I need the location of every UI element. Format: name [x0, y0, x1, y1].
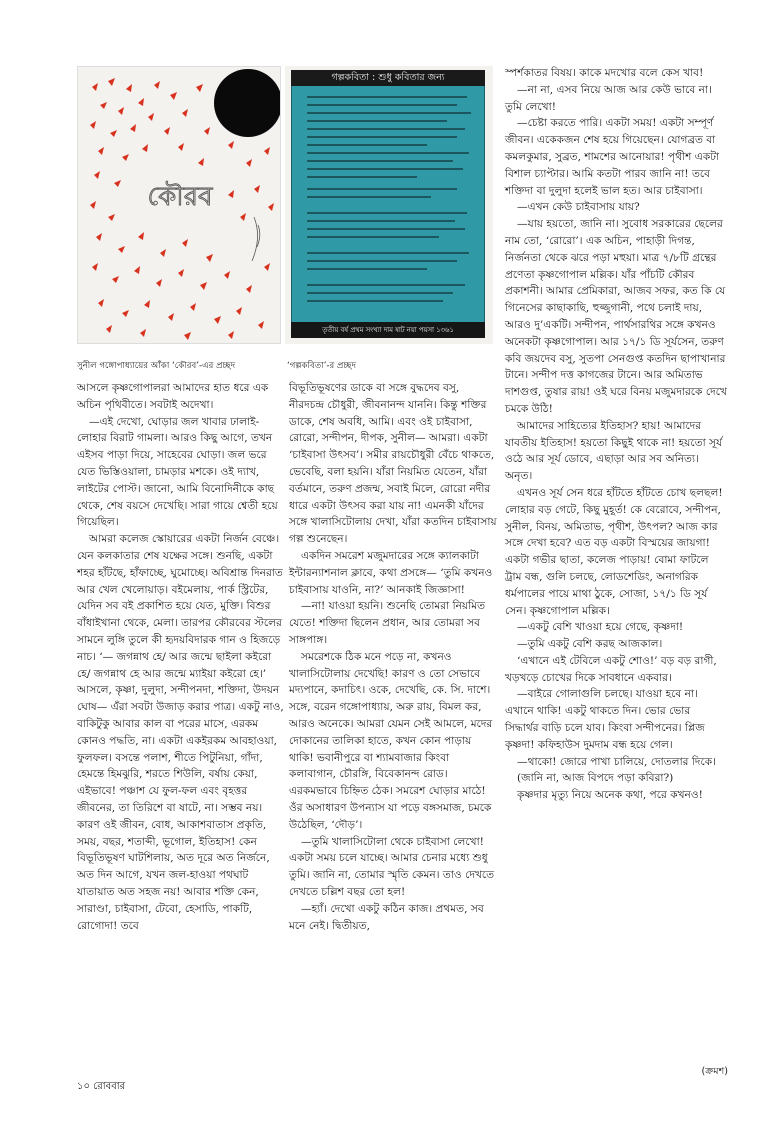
paragraph: সমরেশকে ঠিক মনে পড়ে না, কখনও খালাসিটোলায় দেখেছি! কারণ ও তো সেভাবে মদ্যপানে, কদাচিৎ। ওকে, দেখেছি, কে. সি. দাশে। সঙ্গে, বরেন গঙ্গোপাধ্যায়, অরু রায়, বিমল কর, আরও অনেকে। আমরা যেমন সেই আমলে, মদের দোকানের তালিকা হাতে, কখন কোন পাড়ায় থাকি! ভবানীপুরে বা শ্যামবাজার কিংবা কলাবাগান, চৌরঙ্গি, বিবেকানন্দ রোড। এরকমভাবে চিহ্নিত ঠেক। সমরেশ ঘোড়ার মাঠে! ওঁর অসাধারণ উপন্যাস যা পড়ে বঙ্গসমাজ, চমকে উঠেছিল, ‘দৌড়’।: [289, 650, 493, 831]
paragraph: আমাদের সাহিত্যের ইতিহাস? হায়! আমাদের যাবতীয় ইতিহাস! হয়তো কিছুই থাকে না! হয়তো সূর্য ওঠে আর সূর্য ডোবে, এছাড়া আর সব অনিত্য। অনৃত।: [505, 419, 723, 483]
paragraph: ‘এখানে এই টেবিলে একটু শোও!’ বড় বড় রাগী, খড়খড়ে চোখের দিকে সাবধানে একবার।: [505, 654, 717, 684]
paragraph: আসলে কৃষ্ণগোপালরা আমাদের হাত ধরে এক অচিন পৃথিবীতে। সবটাই অদেখা।: [77, 382, 269, 411]
paragraph: —একটু বেশি খাওয়া হয়ে গেছে, কৃষ্ণদা!: [517, 621, 684, 634]
paragraph: —যায় হয়তো, জানি না। সুবোধ সরকারের ছেলের নাম তো, ‘রোরো’। এক অচিন, পাহাড়ী দিগন্ত, নির্জনতা থেকে ঝরে পড়া মহুয়া। মাত্র ৭/৮টি গ্রন্থের প্রণেতা কৃষ্ণগোপাল মল্লিক। যাঁর পাঁচটি কৌরব প্রকাশনী। আমার প্রেমিকারা, আজব সফর, কত কি যে গিনেসের কাছাকাছি, হুজ্জুগানী, পথে চলাই দায়, আরও দু’একটি। সন্দীপন, পার্থসারথির সঙ্গে কখনও অনেকটা কৃষ্ণগোপাল। আর ১৭/১ ডি সূর্যসেন, তরুণ কবি জয়দেব বসু, সুতপা সেনগুপ্ত কতদিন ছাপাখানার টানে। সন্দীপ দত্ত কাগজের টানে। আর অমিতাভ দাশগুপ্ত, তুষার রায়! ওই ঘরে বিনয় মজুমদারকে দেখে চমকে উঠি!: [505, 218, 727, 415]
golpokobita-cover-image: [285, 66, 493, 344]
page-folio: ১০ রোববার: [77, 1081, 126, 1092]
paragraph: —এখন কেউ চাইবাসায় যায়?: [517, 201, 640, 214]
paragraph: —চেষ্টা করতে পারি। একটা সময়! একটা সম্পূর্ণ জীবন। একেকজন শেষ হয়ে গিয়েছেন। যোগব্রত বা কমলকুমার, সুব্রত, শামশের আনোয়ার! পৃথীশ একটা বিশাল চ্যাপ্টার। আমি কতটা পারব জানি না! তবে শক্তিদা বা দুলুদা হলেই ভাল হত। আর চাইবাসা।: [505, 117, 720, 197]
paragraph: —না না, এসব নিয়ে আজ আর কেউ ভাবে না। তুমি লেখো!: [505, 83, 712, 113]
kourob-cover-image: [77, 66, 281, 344]
text-column-2: [289, 380, 497, 934]
middle-figure-caption: ‘গল্পকবিতা’-র প্রচ্ছদ: [287, 361, 357, 371]
cover-background: [291, 70, 485, 338]
paragraph: (জানি না, আজ বিপদে পড়া কবিরা?): [517, 772, 674, 785]
paragraph: —তুমি একটু বেশি করছ আজকাল।: [517, 638, 663, 651]
continued-marker: (ক্রমশ): [701, 1066, 728, 1077]
paragraph: —বাইরে গোলাগুলি চলছে। যাওয়া হবে না। এখানে থাকি! একটু থাকতে দিন। ভোর ভোর সিদ্ধার্থর বাড়ি চলে যাব। কিংবা সন্দীপনের। প্লিজ কৃষ্ণদা! কফিহাউস দুমদাম বন্ধ হয়ে গেল।: [505, 688, 705, 751]
cover-footer: তৃতীয় বর্ষ প্রথম সংখ্যা দাম ষাট নয়া পয়সা ১৩৬১: [291, 322, 485, 338]
paragraph: —এই দেখো, ঘোড়ার জল খাবার ঢালাই-লোহার বিরাট গামলা। আরও কিছু আগে, তখন এইসব পাড়া দিয়ে, সাহেবের ঘোড়া। জল ভরে যেত ভিস্তিওয়ালা, চামড়ার মশকে। ওই দ্যাখ, লাইটের পোস্ট। জানো, আমি বিনোদিনীকে কাছ থেকে, শেষ বয়সে দেখেছি। সারা গায়ে শ্বেতী হয়ে গিয়েছিল।: [77, 415, 278, 529]
cover-title: গল্পকবিতা : শুধু কবিতার জন্য: [291, 70, 485, 86]
paragraph: আমরা কলেজ স্কোয়ারের একটা নির্জন বেঞ্চে। যেন কলকাতার শেষ যক্ষের সঙ্গে। শুনছি, একটা শহর হাঁটছে, হাঁফাচ্ছে, ঘুমোচ্ছে। অবিশ্রান্ত দিনরাত আর খেল খেলোয়াড়। বইমেলায়, পার্ক স্ট্রিটের, যেদিন সব বই প্রকাশিত হয়ে যেত, মুক্তি। বিশুর বাঁধাইখানা থেকে, মেলা। তারপর কৌরবের স্টলের সামনে লুঙ্গি তুলে কী হৃদয়বিদারক গান ও হিজড়ে নাচ। ‘— জগন্নাথ হে/ আর জন্মে ছাইলা কইরো হে/ জগন্নাথ হে আর জন্মে ম্যাইয়া কইরো হে।’ আসলে, কৃষ্ণা, দুলুদা, সন্দীপনদা, শক্তিদা, উদয়ন ঘোষ— এঁরা সবটা উজাড় করার পাত্র। একটু নাও, বাকিটুকু আবার কাল বা পরের মাসে, এরকম কোনও পদ্ধতি, না। একটা একইরকম আবহাওয়া, ফুলফল। বসন্তে পলাশ, শীতে পিটুনিয়া, গাঁদা, হেমন্তে হিমঝুরি, শরতে শিউলি, বর্ষায় কেয়া, এইভাবে! পঞ্চাশ যে ফুল-ফল এবং বৃহত্তর জীবনের, তা তিরিশে বা ষাটে, না। সম্ভব নয়। কারণ ওই জীবন, বোধ, আকাশবাতাস প্রকৃতি, সময়, বছর, শতাব্দী, ভূগোল, ইতিহাস! কেন বিভূতিভূষণ ঘাটশিলায়, অত দূরে অত নির্জনে, অত দিন আগে, যখন জল-হাওয়া পথঘাট যাতায়াত অত সহজ নয়! আবার শক্তি কেন, সারাণ্ডা, চাইবাসা, টেবো, হেসাডি, পাকটি, রোগোদা! তবে: [77, 533, 284, 932]
paragraph: এখনও সূর্য সেন ধরে হাঁটতে হাঁটতে চোখ ছলছল! লোহার বড় গেটে, কিছু মুহূর্ত! কে বেরোবে, সন্দীপন, সুনীল, বিনয়, অমিতাভ, পৃথীশ, উৎপল? আজ কার সঙ্গে দেখা হবে? এত বড় একটা বিস্ময়ের জায়গা! একটা গভীর ছাতা, কলেজ পাড়ায়! বোমা ফাটলে ট্রাম বন্ধ, গুলি চলছে, লোডশেডিং, অনাগরিক ধর্মপালের পায়ে মাথা ঠুকে, সোজা, ১৭/১ ডি সূর্য সেন। কৃষ্ণগোপাল মল্লিক।: [505, 486, 723, 617]
kourob-cover-illustration: [78, 67, 281, 344]
paragraph: কৃষ্ণদার মৃত্যু নিয়ে অনেক কথা, পরে কখনও!: [517, 789, 703, 802]
black-sun: [214, 69, 281, 137]
paragraph: —তুমি খালাসিটোলা থেকে চাইবাসা লেখো! একটা সময় চলে যাচ্ছে। আমার চেনার মধ্যে শুধু তুমি। জানি না, তোমার স্মৃতি কেমন। তাও দেখতে দেখতে চল্লিশ বছর তো হল!: [289, 835, 495, 898]
paragraph: —না! যাওয়া হয়নি। শুনেছি তোমরা নিয়মিত যেতে! শক্তিদা ছিলেন প্রধান, আর তোমরা সব সাঙ্গপাঙ্গ।: [289, 600, 486, 646]
kourob-logo-text: কৌরব: [147, 182, 213, 212]
text-column-1: [77, 380, 285, 934]
paragraph: স্পর্শকাতর বিষয়। কাকে মদখোর বলে কেস খাব!: [505, 67, 704, 79]
paragraph: —থাকো! জোরে পাখা চালিয়ে, দোতলার দিকে।: [517, 755, 716, 768]
text-column-3: [505, 65, 727, 804]
paragraph: —হ্যাঁ। দেখো একটু কঠিন কাজ। প্রথমত, সব মনে নেই। দ্বিতীয়ত,: [289, 902, 484, 932]
paragraph: বিভূতিভূষণের ডাকে বা সঙ্গে বুদ্ধদেব বসু, নীরদচন্দ্র চৌধুরী, জীবনানন্দ যাননি। কিন্তু শক্তির ডাকে, শেষ অবধি, আমি। এবং ওই চাইবাসা, রোরো, সন্দীপন, দীপক, সুনীল— আমরা। একটা ‘চাইবাসা উৎসব’। সমীর রায়চৌধুরী বেঁচে থাকতে, ভেবেছি, বলা হয়নি। যাঁরা নিয়মিত যেতেন, যাঁরা বর্তমানে, তরুণ প্রজন্ম, সবাই মিলে, রোরো নদীর ধারে একটা উৎসব করা যায় না! এমনকী যাঁদের সঙ্গে খালাসিটোলায় দেখা, যাঁরা কতদিন চাইবাসায় গল্প শুনেছেন।: [289, 382, 497, 546]
paragraph: একদিন সমরেশ মজুমদারের সঙ্গে ক্যালকাটা ইন্টারন্যাশনাল ক্লাবে, কথা প্রসঙ্গে— ‘তুমি কখনও চাইবাসায় যাওনি, না?’ আনকাই জিজ্ঞাসা!: [289, 549, 493, 596]
left-figure-caption: সুনীল গঙ্গোপাধ্যায়ের আঁকা ‘কৌরব’-এর প্রচ্ছদ: [77, 361, 236, 371]
